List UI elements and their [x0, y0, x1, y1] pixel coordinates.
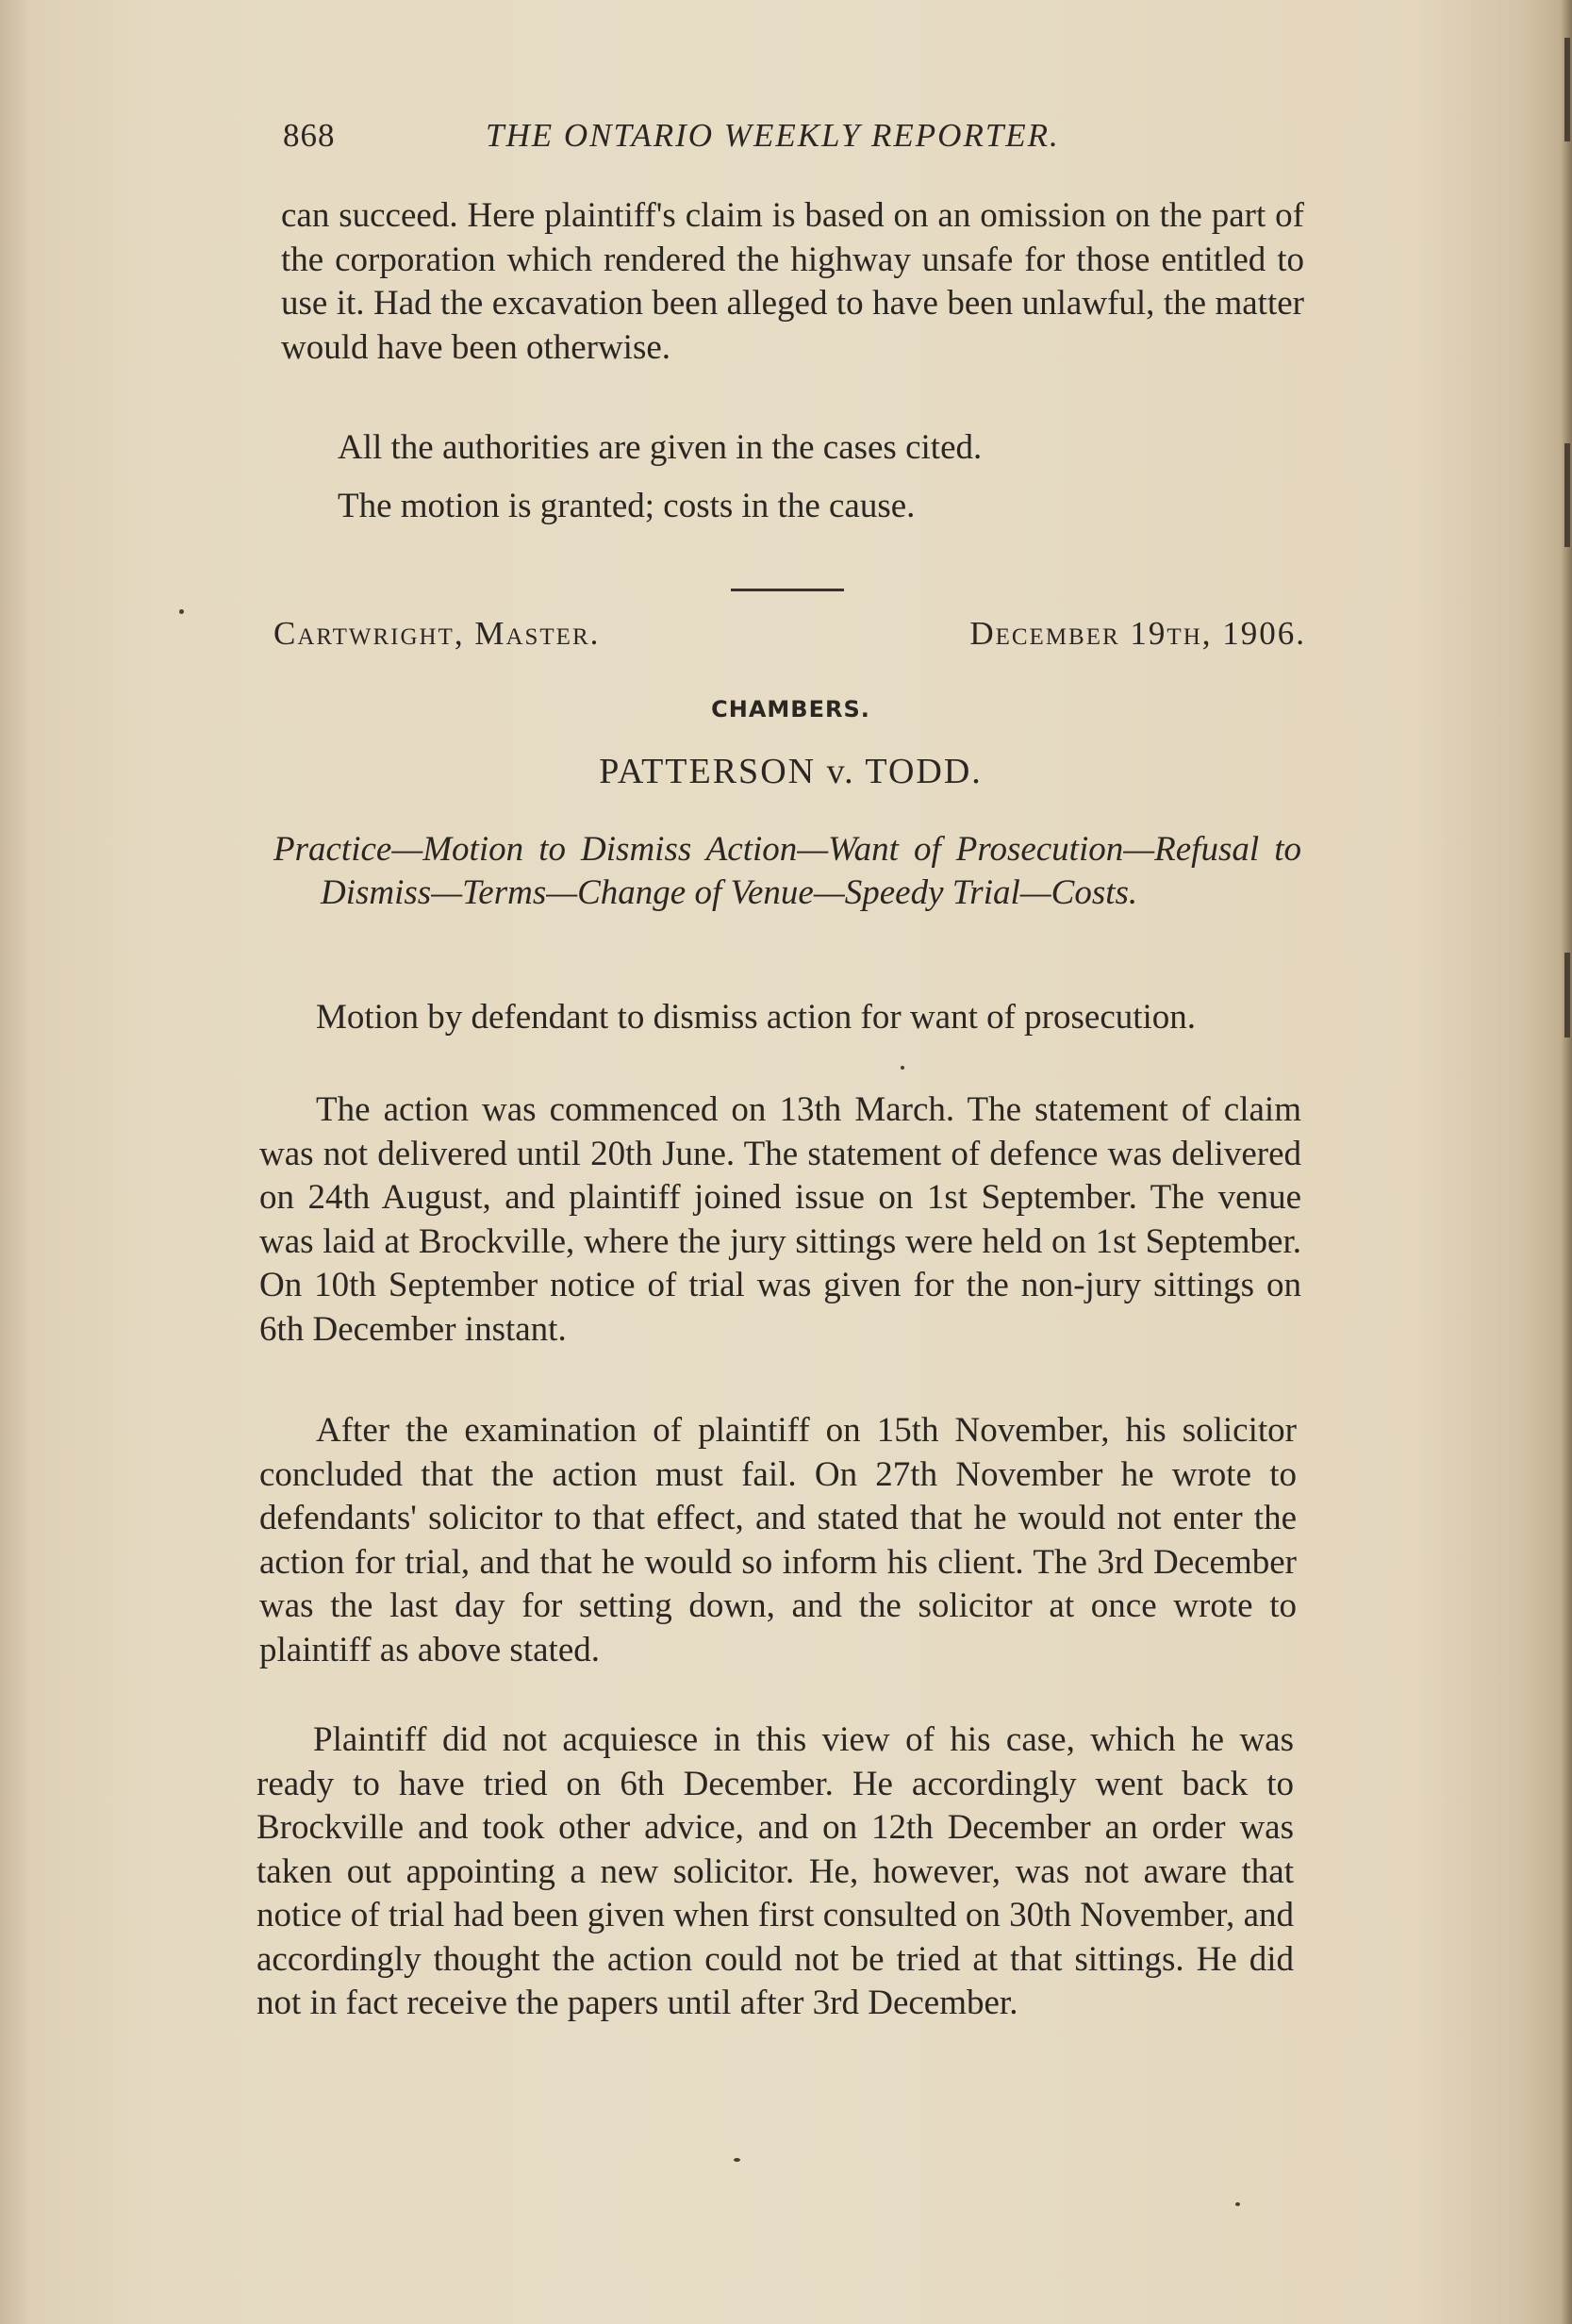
page-edge-shadow: [1561, 0, 1572, 2324]
paper-speck: [901, 1066, 904, 1070]
case-title: PATTERSON v. TODD.: [599, 752, 983, 791]
body-paragraph: Motion by defendant to dismiss action for want of prosecution.: [316, 998, 1197, 1037]
paper-speck: [734, 2158, 740, 2162]
edge-mark: [1564, 953, 1570, 1038]
body-paragraph: Plaintiff did not acquiesce in this view of his case, which he was ready to have tried on 6th December. He accordingly went back to Brockville and took other advice, and on 12th December an order was taken out appointing a new solicitor. He, however, was not aware that notice of trial had been given when first consulted on 30th November, and accordingly thought the action could not be tried at that sittings. He did not in fact receive the papers until after 3rd December.: [256, 1720, 1294, 2022]
judge-name: Cartwright, Master.: [273, 615, 601, 652]
body-paragraph: After the examination of plaintiff on 15th November, his solicitor concluded that the action must fail. On 27th November he wrote to defendants' solicitor to that effect, and stated that he would not enter the action for trial, and that he would so inform his client. The 3rd December was the last day for setting down, and the solicitor at once wrote to plaintiff as above stated.: [259, 1411, 1297, 1669]
paper-speck: [1235, 2202, 1240, 2206]
headnote: Practice—Motion to Dismiss Action—Want of Prosecution—Refusal to Dismiss—Terms—Change of Venue—Speedy Trial—Costs.: [273, 830, 1301, 912]
order-note: The motion is granted; costs in the cause.: [338, 487, 916, 525]
page-number: 868: [283, 117, 336, 154]
court-heading: CHAMBERS.: [711, 696, 870, 722]
case-byline: [273, 615, 1306, 662]
section-divider: [731, 589, 844, 591]
decision-date: December 19th, 1906.: [969, 615, 1306, 652]
continuation-paragraph: can succeed. Here plaintiff's claim is based on an omission on the part of the corporation which rendered the highway unsafe for those entitled to use it. Had the excavation been alleged to have been unlawful, the matter would have been otherwise.: [281, 196, 1304, 367]
authorities-note: All the authorities are given in the cases cited.: [338, 428, 983, 467]
edge-mark: [1564, 443, 1570, 547]
body-paragraph: The action was commenced on 13th March. The statement of claim was not delivered until 20th June. The statement of defence was delivered on 24th August, and plaintiff joined issue on 1st September. The venue was laid at Brockville, where the jury sittings were held on 1st September. On 10th September notice of trial was given for the non-jury sittings on 6th December instant.: [259, 1090, 1301, 1349]
page-header: [283, 117, 1320, 164]
edge-mark: [1564, 38, 1570, 141]
running-head: THE ONTARIO WEEKLY REPORTER.: [486, 117, 1060, 154]
paper-speck: [179, 609, 184, 614]
